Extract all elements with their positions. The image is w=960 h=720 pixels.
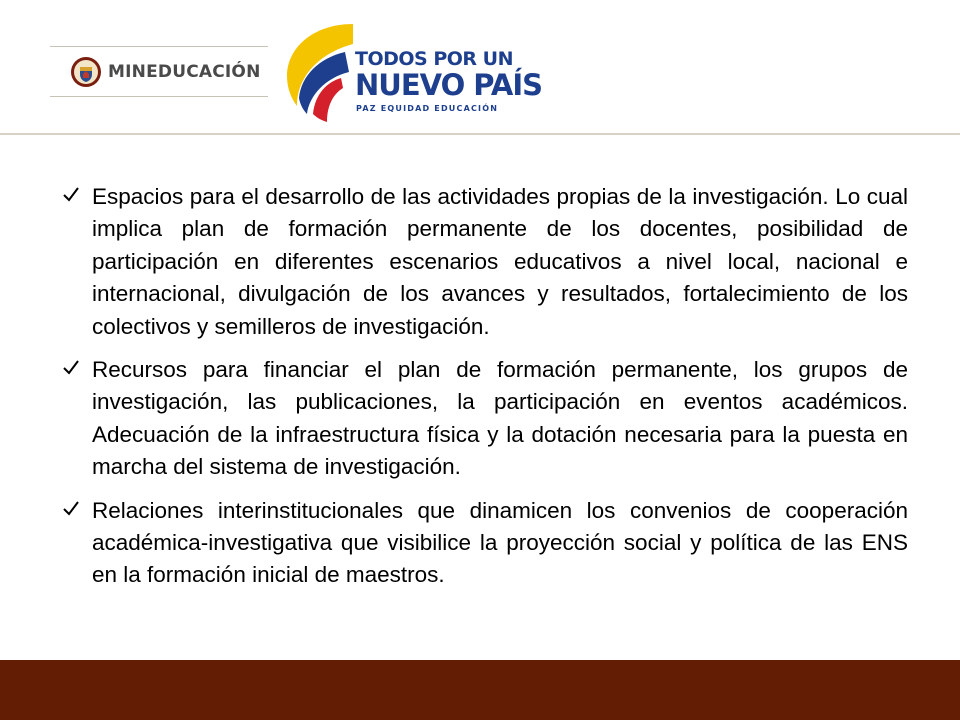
slide-header [0, 0, 960, 136]
slogan-line-1: TODOS POR UN [355, 48, 513, 70]
mineducacion-logo [70, 56, 261, 88]
bullet-text: Relaciones interinstitucionales que dinamicen los convenios de cooperación académica-investigativa que visibilice la proyección social y política de las ENS en la formación inicial de maestros. [92, 497, 908, 588]
mineducacion-top-rule [50, 46, 268, 47]
bullet-item [60, 354, 908, 484]
header-divider [0, 133, 960, 135]
tricolor-swoosh-icon [283, 18, 359, 124]
checkmark-icon [62, 185, 80, 203]
bullet-list [60, 181, 908, 603]
mineducacion-bottom-rule [50, 96, 268, 97]
bullet-item [60, 181, 908, 343]
footer-bar [0, 660, 960, 720]
colombia-coat-of-arms-icon [70, 56, 102, 88]
slogan-line-2: NUEVO PAÍS [355, 68, 543, 102]
todos-por-un-nuevo-pais-logo [283, 18, 543, 124]
slogan-line-3: PAZ EQUIDAD EDUCACIÓN [356, 104, 499, 113]
mineducacion-wordmark: MINEDUCACIÓN [108, 62, 261, 82]
checkmark-icon [62, 499, 80, 517]
bullet-text: Espacios para el desarrollo de las actividades propias de la investigación. Lo cual implica plan de formación permanente de los docentes, posibilidad de participación en diferentes escenarios educativos a nivel local, nacional e internacional, divulgación de los avances y resultados, fortalecimiento de los colectivos y semilleros de investigación. [92, 184, 908, 339]
bullet-text: Recursos para financiar el plan de formación permanente, los grupos de investigación, las publicaciones, la participación en eventos académicos. Adecuación de la infraestructura física y la dotación necesaria para la puesta en marcha del sistema de investigación. [92, 357, 908, 480]
checkmark-icon [62, 358, 80, 376]
bullet-item [60, 495, 908, 592]
